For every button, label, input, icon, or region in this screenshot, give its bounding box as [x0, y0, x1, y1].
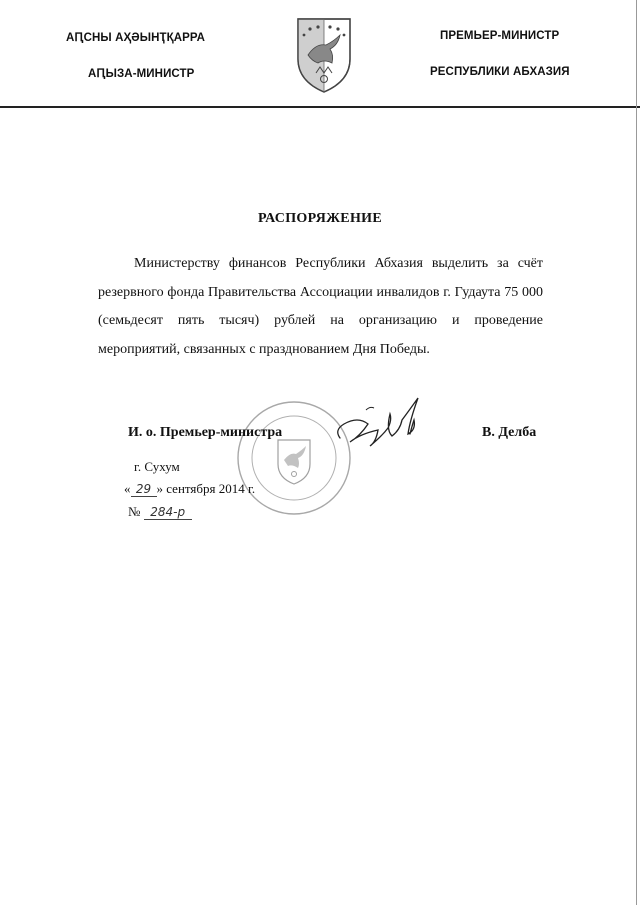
header-left-line1: АԤСНЫ АҲӘЫНҬҚАРРА	[66, 32, 206, 44]
date-day-handwritten: 29	[131, 482, 157, 497]
header-divider	[0, 106, 640, 108]
header-right-line1: ПРЕМЬЕР-МИНИСТР	[440, 30, 560, 42]
coat-of-arms-emblem-icon	[294, 15, 354, 95]
signatory-name: В. Делба	[482, 425, 537, 440]
number-value-handwritten: 284-р	[144, 505, 192, 520]
issue-city: г. Сухум	[134, 459, 180, 474]
issue-date	[124, 481, 255, 497]
date-rest: » сентября 2014 г.	[156, 481, 256, 496]
document-number	[128, 504, 192, 520]
body-paragraph: Министерству финансов Республики Абхазия выделить за счёт резервного фонда Правительства Ассоциации инвалидов г. Гудаута 75 000 (семьдесят пять тысяч) рублей на организацию и проведение мероприятий, связанных с празднованием Дня Победы.	[98, 256, 543, 357]
date-open-quote: «	[124, 481, 131, 496]
header-left-line2: АԤЫЗА-МИНИСТР	[88, 68, 195, 80]
page-right-edge	[636, 0, 637, 905]
number-label: №	[128, 504, 141, 519]
document-title: РАСПОРЯЖЕНИЕ	[258, 211, 382, 226]
document-body	[98, 250, 543, 364]
header-right-line2: РЕСПУБЛИКИ АБХАЗИЯ	[430, 66, 570, 78]
signatory-position: И. о. Премьер-министра	[128, 425, 283, 440]
handwritten-signature-icon	[330, 390, 440, 460]
